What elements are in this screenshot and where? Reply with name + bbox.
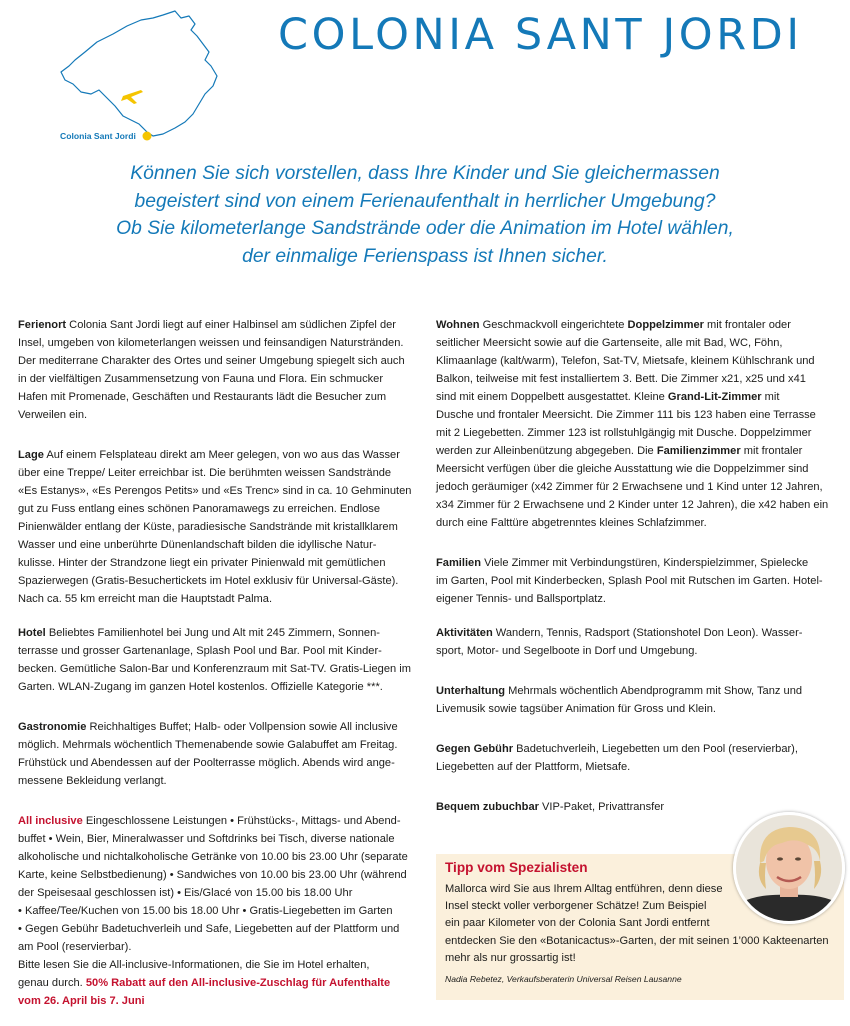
tip-signature: Nadia Rebetez, Verkaufsberaterin Universal Reisen Lausanne	[445, 974, 682, 984]
section-familien	[436, 554, 836, 608]
text-fragment: werden zur Alleinbenützung abgegeben. Die	[436, 445, 657, 457]
text-line: Colonia Sant Jordi liegt auf einer Halbinsel am südlichen Zipfel der	[66, 319, 397, 331]
text-line: Dusche und frontaler Meersicht. Die Zimmer 111 bis 123 haben eine Terrasse	[436, 409, 816, 421]
discount-offer: 50% Rabatt auf den All-inclusive-Zuschlag für Aufenthalte	[85, 977, 391, 989]
intro-line: Können Sie sich vorstellen, dass Ihre Kinder und Sie gleichermassen	[130, 163, 720, 184]
text-line: Reichhaltiges Buffet; Halb- oder Vollpension sowie All inclusive	[86, 721, 398, 733]
map-location-label: Colonia Sant Jordi	[60, 131, 136, 141]
tip-line: Mallorca wird Sie aus Ihrem Alltag entführen, denn diese	[445, 883, 723, 895]
text-fragment: Geschmackvoll eingerichtete	[479, 319, 628, 331]
text-line: im Garten, Pool mit Kinderbecken, Splash Pool mit Rutschen im Garten. Hotel-	[436, 575, 823, 587]
section-label: Hotel	[18, 627, 46, 639]
intro-line: begeistert sind von einem Ferienaufenthalt in herrlicher Umgebung?	[134, 190, 716, 212]
section-unterhaltung	[436, 682, 836, 718]
text-line: sport, Motor- und Segelboote in Dorf und Umgebung.	[436, 645, 698, 657]
text-line: kulisse. Hinter der Strandzone liegt ein privater Pinienwald mit gemütlichen	[18, 557, 386, 569]
text-fragment: mit	[761, 391, 780, 403]
text-line: becken. Gemütliche Salon-Bar und Konferenzraum mit Sat-TV. Gratis-Liegen im	[18, 663, 411, 675]
section-hotel	[18, 624, 418, 696]
text-line: jedoch geräumiger (x42 Zimmer für 2 Erwachsene und 1 Kind unter 12 Jahren,	[436, 481, 823, 493]
section-gastronomie	[18, 718, 418, 790]
text-fragment: mit frontaler	[740, 445, 803, 457]
tip-line: mehr als nur grossartig ist!	[445, 951, 576, 964]
text-line: «Es Estanys», «Es Perengos Petits» und «Es Trenc» sind in ca. 10 Gehminuten	[18, 485, 412, 497]
text-line: in der vielfältigen Zusammensetzung von Fauna und Flora. Ein schmucker	[18, 373, 384, 385]
intro-line: Ob Sie kilometerlange Sandstrände oder die Animation im Hotel wählen,	[116, 218, 734, 239]
section-aktivitaeten	[436, 624, 836, 660]
page-title: COLONIA SANT JORDI	[278, 10, 803, 60]
room-type-grand-lit: Grand-Lit-Zimmer	[667, 391, 762, 403]
text-line: Meersicht verfügen über die gleiche Ausstattung wie die Doppelzimmer sind	[436, 463, 809, 475]
intro-line: der einmalige Ferienspass ist Ihnen sicher.	[242, 245, 608, 267]
text-line: messene Bekleidung verlangt.	[18, 775, 167, 787]
text-line: Auf einem Felsplateau direkt am Meer gelegen, von wo aus das Wasser	[43, 449, 400, 461]
text-line: Liegebetten auf der Plattform, Mietsafe.	[436, 761, 631, 773]
section-label: Lage	[18, 449, 44, 461]
tip-title: Tipp vom Spezialisten	[445, 860, 588, 875]
right-column	[436, 316, 836, 832]
text-line: durch eine Falttüre abgetrenntes kleines Schlafzimmer.	[436, 517, 707, 529]
text-line: Balkon, teilweise mit fest installiertem 3. Bett. Die Zimmer x21, x25 und x41	[436, 373, 806, 385]
section-label: Bequem zubuchbar	[436, 801, 539, 813]
text-line: genau durch.	[18, 977, 86, 989]
text-line: Pinienwälder entlang der Küste, paradiesische Sandstrände mit kristallklarem	[18, 521, 398, 533]
text-line: Klimaanlage (kalt/warm), Telefon, Sat-TV, Mietsafe, kleinem Kühlschrank und	[436, 355, 815, 367]
text-line: der Speisesaal geschlossen ist) • Eis/Glacé von 15.00 bis 18.00 Uhr	[18, 887, 353, 899]
section-gegen-gebuehr	[436, 740, 836, 776]
tip-line: entdecken Sie den «Botanicactus»-Garten, der mit seinen 1’000 Kakteenarten	[445, 934, 829, 947]
airplane-icon	[121, 90, 143, 104]
text-line: Verweilen ein.	[18, 409, 88, 421]
tip-line: Insel steckt voller verborgener Schätze! Zum Beispiel	[445, 900, 707, 913]
section-label: Wohnen	[436, 319, 480, 331]
text-line: möglich. Mehrmals wöchentlich Themenabende sowie Galabuffet am Freitag.	[18, 739, 398, 751]
text-line: Spazierwegen (Gratis-Besuchertickets im Hotel exklusiv für Universal-Gäste).	[18, 575, 399, 587]
text-fragment: mit frontaler oder	[703, 319, 791, 331]
text-line: Beliebtes Familienhotel bei Jung und Alt mit 245 Zimmern, Sonnen-	[45, 627, 380, 639]
text-line: VIP-Paket, Privattransfer	[538, 801, 665, 813]
section-all-inclusive	[18, 812, 418, 1010]
section-label: Gegen Gebühr	[436, 743, 514, 755]
text-line: mit 2 Liegebetten. Zimmer 123 ist rollstuhlgängig mit Dusche. Doppelzimmer	[436, 427, 812, 439]
section-ferienort	[18, 316, 418, 424]
location-dot-icon	[143, 132, 152, 141]
text-line: Badetuchverleih, Liegebetten um den Pool (reservierbar),	[513, 743, 798, 755]
section-label: Unterhaltung	[436, 685, 506, 697]
text-line: Karte, keine Selbstbedienung) • Sandwiches von 10.00 bis 23.00 Uhr (während	[18, 869, 407, 881]
text-line: Bitte lesen Sie die All-inclusive-Informationen, die Sie im Hotel erhalten,	[18, 959, 370, 971]
section-label: Familien	[436, 557, 482, 569]
section-label: Aktivitäten	[436, 627, 493, 639]
text-fragment: sind mit einem Doppelbett ausgestattet. Kleine	[436, 391, 668, 403]
text-line: • Gegen Gebühr Badetuchverleih und Safe, Liegebetten auf der Plattform und	[18, 923, 400, 935]
text-line: Der mediterrane Charakter des Ortes und seiner Umgebung spiegelt sich auch	[18, 355, 405, 367]
text-line: eigener Tennis- und Ballsportplatz.	[436, 593, 607, 605]
section-wohnen	[436, 316, 836, 532]
text-line: Insel, umgeben von kilometerlangen weissen und feinsandigen Naturstränden.	[18, 337, 404, 349]
text-line: Wandern, Tennis, Radsport (Stationshotel Don Leon). Wasser-	[492, 627, 803, 639]
section-label: All inclusive	[18, 815, 83, 827]
section-label: Gastronomie	[18, 721, 87, 733]
text-line: Garten. WLAN-Zugang im ganzen Hotel kostenlos. Offizielle Kategorie ***.	[18, 681, 383, 693]
text-line: Nach ca. 55 km erreicht man die Hauptstadt Palma.	[18, 593, 273, 605]
text-line: x34 Zimmer für 2 Erwachsene und 2 Kinder unter 12 Jahren), die x42 haben ein	[436, 499, 829, 511]
text-line: buffet • Wein, Bier, Mineralwasser und Softdrinks bei Tisch, diverse nationale	[18, 833, 395, 845]
text-line: Mehrmals wöchentlich Abendprogramm mit Show, Tanz und	[505, 685, 803, 697]
section-label: Ferienort	[18, 319, 67, 331]
text-line: Wasser und eine unberührte Dünenlandschaft bilden die idyllische Natur-	[18, 539, 377, 551]
section-lage	[18, 446, 418, 608]
room-type-doppelzimmer: Doppelzimmer	[627, 319, 704, 331]
text-line: Frühstück und Abendessen auf der Poolterrasse möglich. Abends wird ange-	[18, 757, 395, 769]
room-type-familienzimmer: Familienzimmer	[656, 445, 741, 457]
intro-text	[40, 160, 810, 270]
tip-line: ein paar Kilometer von der Colonia Sant Jordi entfernt	[445, 917, 710, 930]
text-line: seitlicher Meersicht sowie auf die Gartenseite, alle mit Bad, WC, Föhn,	[436, 337, 783, 349]
left-column	[18, 316, 418, 1026]
text-line: gut zu Fuss entlang eines schönen Panoramawegs zu erreichen. Endlose	[18, 503, 380, 515]
text-line: über eine Treppe/ Leiter erreichbar ist. Die berühmten weissen Sandstrände	[18, 467, 392, 479]
text-line: am Pool (reservierbar).	[18, 941, 132, 953]
text-line: Hafen mit Promenade, Geschäften und Restaurants lädt die Besucher zum	[18, 391, 387, 403]
text-line: alkoholische und nichtalkoholische Getränke von 10.00 bis 23.00 Uhr (separate	[18, 851, 408, 863]
discount-offer-dates: vom 26. April bis 7. Juni	[18, 995, 145, 1007]
text-line: Livemusik sowie tagsüber Animation für Gross und Klein.	[436, 703, 716, 715]
specialist-portrait	[733, 812, 845, 924]
text-line: • Kaffee/Tee/Kuchen von 15.00 bis 18.00 Uhr • Gratis-Liegebetten im Garten	[18, 905, 393, 917]
text-line: Viele Zimmer mit Verbindungstüren, Kinderspielzimmer, Spielecke	[481, 557, 809, 569]
text-line: Eingeschlossene Leistungen • Frühstücks-, Mittags- und Abend-	[82, 815, 401, 827]
text-line: terrasse und grosser Gartenanlage, Splash Pool und Bar. Pool mit Kinder-	[18, 645, 382, 657]
